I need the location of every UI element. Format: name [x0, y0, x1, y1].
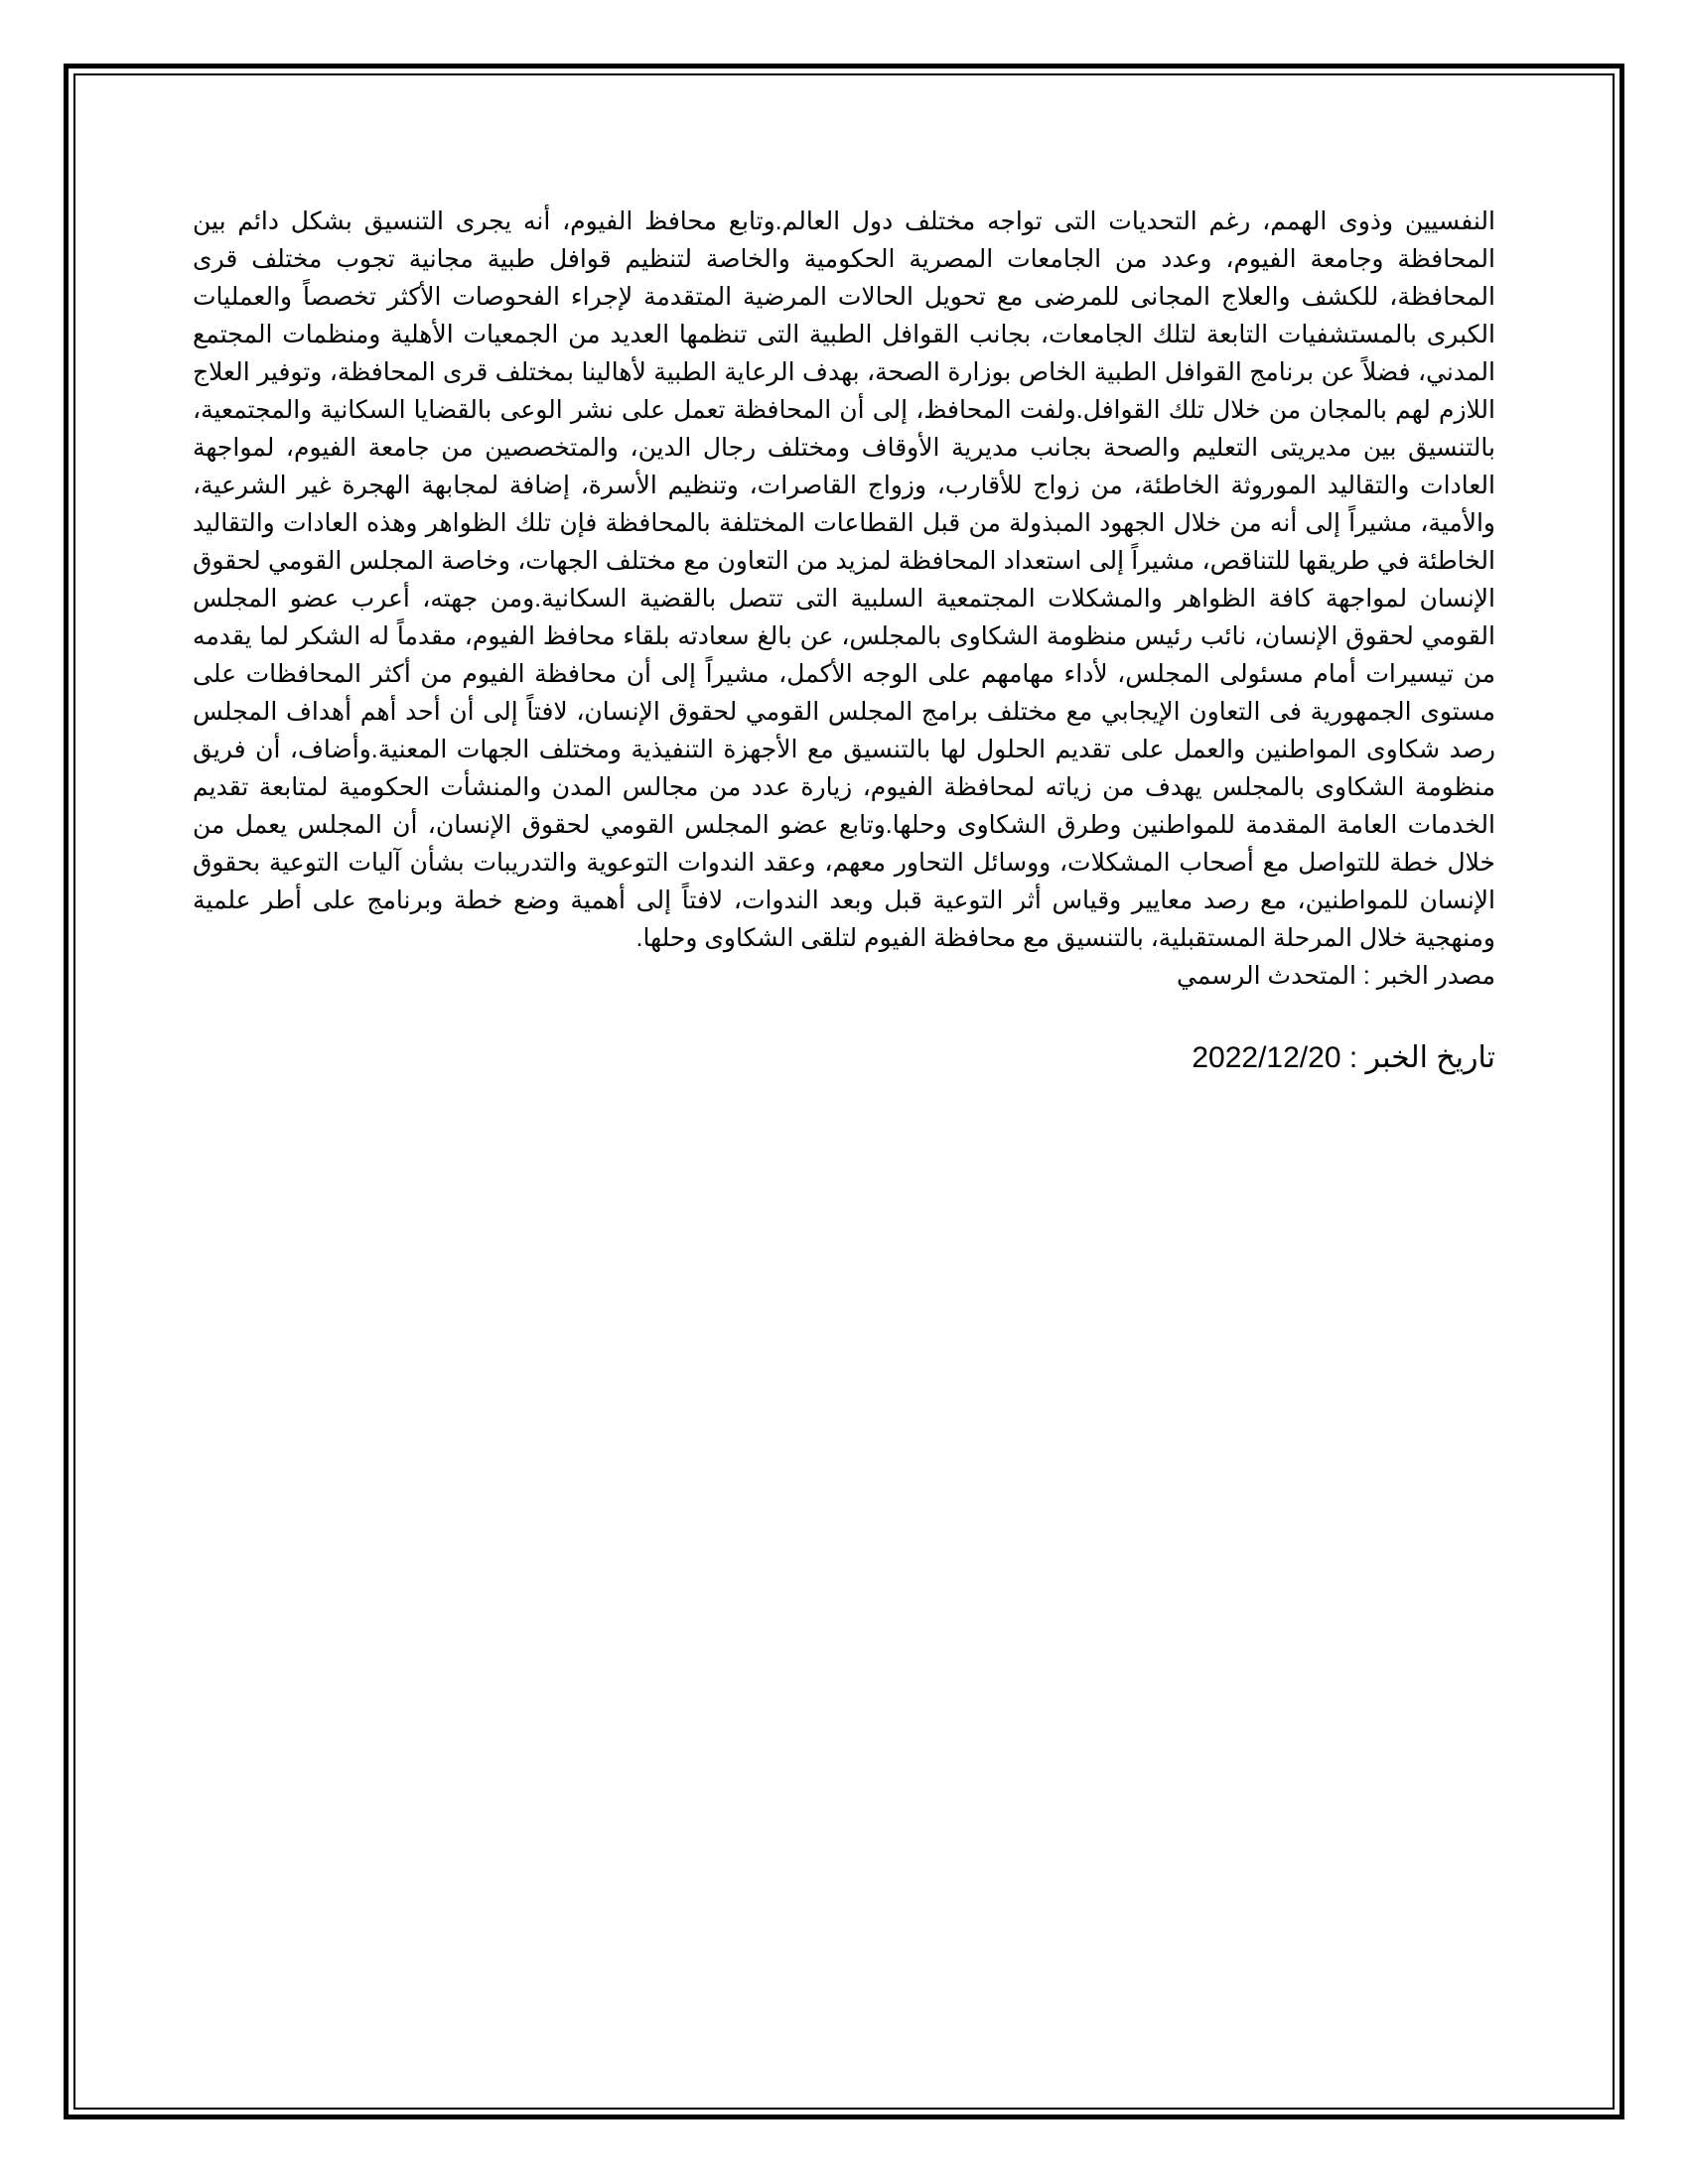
- article-body: النفسيين وذوى الهمم، رغم التحديات التى تواجه مختلف دول العالم.وتابع محافظ الفيوم، أنه يجرى التنسيق بشكل دائم بين المحافظة وجامعة الفيوم، وعدد من الجامعات المصرية الحكومية والخاصة لتنظيم قوافل طبية مجانية تجوب مختلف قرى المحافظة، للكشف والعلاج المجانى للمرضى مع تحويل الحالات المرضية المتقدمة لإجراء الفحوصات الأكثر تخصصاً والعمليات الكبرى بالمستشفيات التابعة لتلك الجامعات، بجانب القوافل الطبية التى تنظمها العديد من الجمعيات الأهلية ومنظمات المجتمع المدني، فضلاً عن برنامج القوافل الطبية الخاص بوزارة الصحة، بهدف الرعاية الطبية لأهالينا بمختلف قرى المحافظة، وتوفير العلاج اللازم لهم بالمجان من خلال تلك القوافل.ولفت المحافظ، إلى أن المحافظة تعمل على نشر الوعى بالقضايا السكانية والمجتمعية، بالتنسيق بين مديريتى التعليم والصحة بجانب مديرية الأوقاف ومختلف رجال الدين، والمتخصصين من جامعة الفيوم، لمواجهة العادات والتقاليد الموروثة الخاطئة، من زواج للأقارب، وزواج القاصرات، وتنظيم الأسرة، إضافة لمجابهة الهجرة غير الشرعية، والأمية، مشيراً إلى أنه من خلال الجهود المبذولة من قبل القطاعات المختلفة بالمحافظة فإن تلك الظواهر وهذه العادات والتقاليد الخاطئة في طريقها للتناقص، مشيراً إلى استعداد المحافظة لمزيد من التعاون مع مختلف الجهات، وخاصة المجلس القومي لحقوق الإنسان لمواجهة كافة الظواهر والمشكلات المجتمعية السلبية التى تتصل بالقضية السكانية.ومن جهته، أعرب عضو المجلس القومي لحقوق الإنسان، نائب رئيس منظومة الشكاوى بالمجلس، عن بالغ سعادته بلقاء محافظ الفيوم، مقدماً له الشكر لما يقدمه من تيسيرات أمام مسئولى المجلس، لأداء مهامهم على الوجه الأكمل، مشيراً إلى أن محافظة الفيوم من أكثر المحافظات على مستوى الجمهورية فى التعاون الإيجابي مع مختلف برامج المجلس القومي لحقوق الإنسان، لافتاً إلى أن أحد أهم أهداف المجلس رصد شكاوى المواطنين والعمل على تقديم الحلول لها بالتنسيق مع الأجهزة التنفيذية ومختلف الجهات المعنية.وأضاف، أن فريق منظومة الشكاوى بالمجلس يهدف من زياته لمحافظة الفيوم، زيارة عدد من مجالس المدن والمنشأت الحكومية لمتابعة تقديم الخدمات العامة المقدمة للمواطنين وطرق الشكاوى وحلها.وتابع عضو المجلس القومي لحقوق الإنسان، أن المجلس يعمل من خلال خطة للتواصل مع أصحاب المشكلات، ووسائل التحاور معهم، وعقد الندوات التوعوية والتدريبات بشأن آليات التوعية بحقوق الإنسان للمواطنين، مع رصد معايير وقياس أثر التوعية قبل وبعد الندوات، لافتاً إلى أهمية وضع خطة وبرنامج على أطر علمية ومنهجية خلال المرحلة المستقبلية، بالتنسيق مع محافظة الفيوم لتلقى الشكاوى وحلها.: [193, 207, 1495, 952]
- news-date: تاريخ الخبر : 2022/12/20: [1192, 1041, 1495, 1074]
- news-source: مصدر الخبر : المتحدث الرسمي: [1177, 962, 1495, 990]
- article-content: [193, 203, 1495, 1078]
